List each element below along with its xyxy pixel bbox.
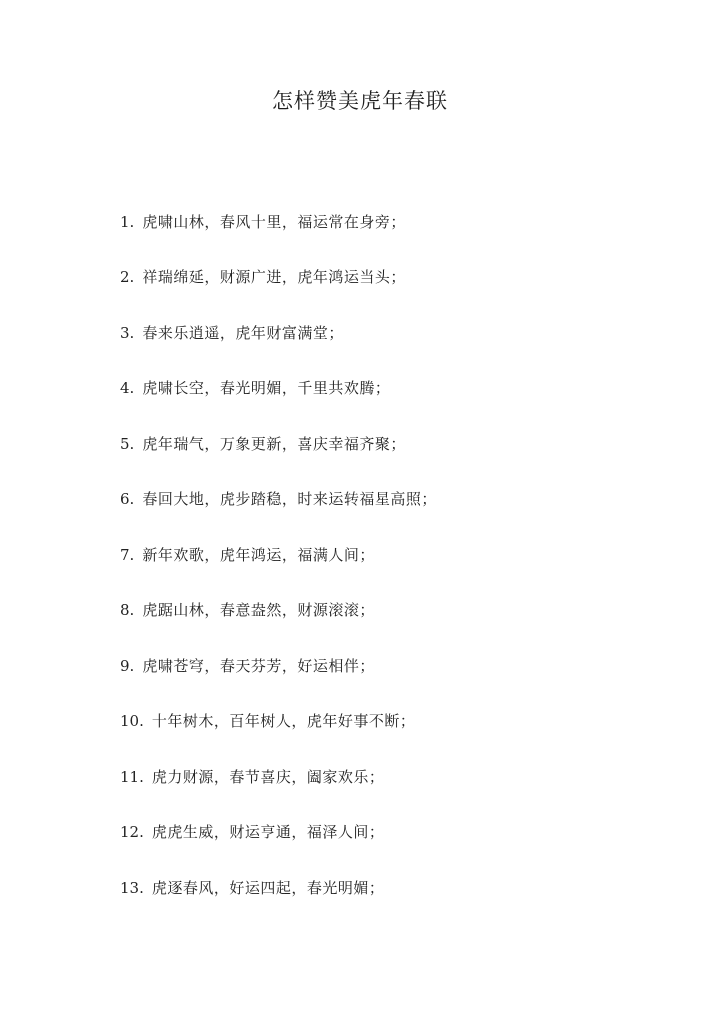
- list-item-text: 十年树木，百年树人，虎年好事不断；: [151, 712, 416, 731]
- list-item-text: 祥瑞绵延，财源广进，虎年鸿运当头；: [142, 268, 406, 287]
- list-item: [120, 694, 437, 750]
- page-title: 怎样赞美虎年春联: [272, 89, 448, 113]
- list-item: [120, 805, 437, 861]
- list-item-text: 虎年瑞气，万象更新，喜庆幸福齐聚；: [142, 434, 406, 453]
- list-item: [120, 860, 437, 916]
- list-item-text: 春回大地，虎步踏稳，时来运转福星高照；: [142, 490, 437, 509]
- list-item-number: 12.: [120, 823, 144, 842]
- list-item: [120, 250, 437, 306]
- list-item: [120, 749, 437, 805]
- list-item-number: 8.: [120, 601, 135, 620]
- list-item: [120, 416, 437, 472]
- list-item-number: 6.: [120, 490, 135, 509]
- list-item-text: 虎力财源，春节喜庆，阖家欢乐；: [151, 767, 385, 786]
- list-item-text: 新年欢歌，虎年鸿运，福满人间；: [142, 545, 375, 564]
- list-item: [120, 361, 437, 417]
- list-item-number: 13.: [120, 878, 144, 897]
- list-item-number: 5.: [120, 434, 135, 453]
- couplet-list: [120, 194, 437, 916]
- list-item: [120, 638, 437, 694]
- list-item-number: 9.: [120, 656, 135, 675]
- list-item-number: 7.: [120, 545, 135, 564]
- list-item-number: 11.: [120, 767, 144, 786]
- list-item: [120, 194, 437, 250]
- list-item: [120, 305, 437, 361]
- list-item-text: 虎啸长空，春光明媚，千里共欢腾；: [142, 379, 391, 398]
- list-item-number: 4.: [120, 379, 135, 398]
- list-item: [120, 583, 437, 639]
- list-item: [120, 472, 437, 528]
- list-item-text: 虎啸山林，春风十里，福运常在身旁；: [142, 212, 406, 231]
- list-item-number: 10.: [120, 712, 144, 731]
- list-item-text: 虎踞山林，春意盎然，财源滚滚；: [142, 601, 375, 620]
- list-item-text: 虎逐春风，好运四起，春光明媚；: [151, 878, 385, 897]
- list-item-text: 虎啸苍穹，春天芬芳，好运相伴；: [142, 656, 375, 675]
- list-item-text: 虎虎生威，财运亨通，福泽人间；: [151, 823, 385, 842]
- list-item: [120, 527, 437, 583]
- list-item-number: 2.: [120, 268, 135, 287]
- list-item-text: 春来乐逍遥，虎年财富满堂；: [142, 323, 344, 342]
- list-item-number: 3.: [120, 323, 135, 342]
- list-item-number: 1.: [120, 212, 135, 231]
